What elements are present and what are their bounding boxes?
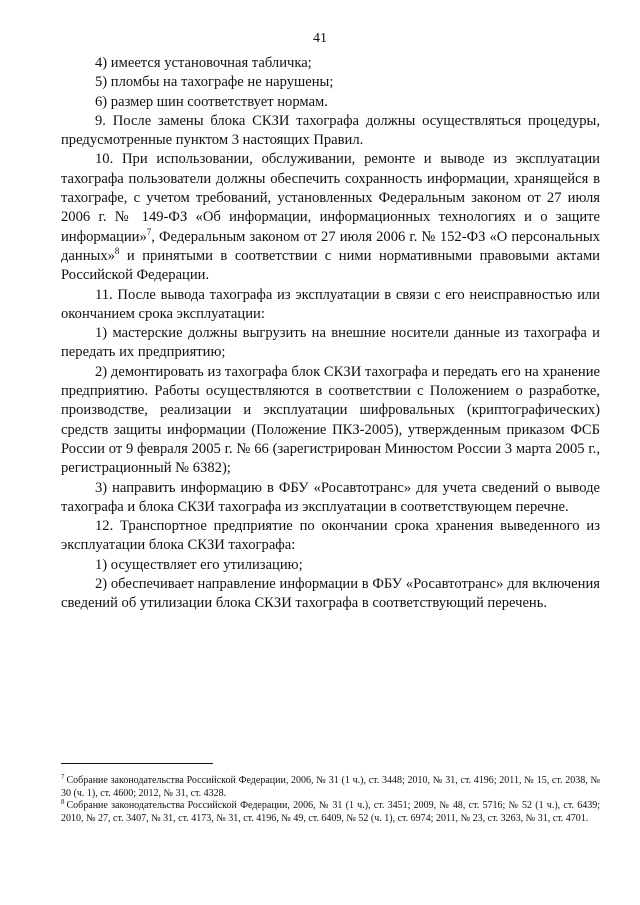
- clause-11: 11. После вывода тахографа из эксплуатации в связи с его неисправностью или окончанием срока эксплуатации:: [61, 286, 600, 322]
- footnote-8: [61, 797, 600, 825]
- footnote-7-mark: 7: [61, 772, 65, 781]
- clause-10-part-3: и принятыми в соответствии с ними нормативными правовыми актами Российской Федерации.: [61, 247, 600, 284]
- clause-12-item-1: 1) осуществляет его утилизацию;: [95, 556, 303, 573]
- footnote-ref-8: 8: [114, 246, 120, 257]
- footnote-7-text: Собрание законодательства Российской Федерации, 2006, № 31 (1 ч.), ст. 3448; 2010, № 31, ст. 4196; 2011, № 15, ст. 2038, № 30 (ч. 1), ст. 4600; 2012, № 31, ст. 4328.: [61, 775, 600, 799]
- clause-11-item-2: 2) демонтировать из тахографа блок СКЗИ тахографа и передать его на хранение предприятию. Работы осуществляются в соответствии с Положением о разработке, производстве, реализации и эксплуатации шифровальных (криптографических) средств защиты информации (Положение ПКЗ-2005), утвержденным приказом ФСБ России от 9 февраля 2005 г. № 66 (зарегистрирован Минюстом России 3 марта 2005 г., регистрационный № 6382);: [61, 363, 600, 477]
- list-item-4: 4) имеется установочная табличка;: [95, 55, 312, 71]
- document-body: [61, 54, 600, 614]
- clause-9: 9. После замены блока СКЗИ тахографа должны осуществляться процедуры, предусмотренные пунктом 3 настоящих Правил.: [61, 112, 600, 149]
- footnote-divider: [61, 763, 213, 764]
- clause-10-part-2: , Федеральным законом от 27 июля 2006 г. № 152-ФЗ «О персональных данных»: [61, 228, 600, 264]
- page-number: 41: [313, 31, 327, 46]
- clause-11-item-1: 1) мастерские должны выгрузить на внешние носители данные из тахографа и передать их предприятию;: [61, 325, 600, 361]
- footnote-8-mark: 8: [61, 797, 65, 806]
- clause-12-item-2: 2) обеспечивает направление информации в ФБУ «Росавтотранс» для включения сведений об утилизации блока СКЗИ тахографа в соответствующий перечень.: [61, 576, 600, 612]
- footnote-7: [61, 772, 600, 800]
- list-item-6: 6) размер шин соответствует нормам.: [95, 93, 328, 110]
- clause-12: 12. Транспортное предприятие по окончании срока хранения выведенного из эксплуатации блока СКЗИ тахографа:: [61, 518, 600, 554]
- footnote-ref-7: 7: [146, 226, 152, 237]
- footnotes: [61, 772, 600, 825]
- clause-10-part-1: 10. При использовании, обслуживании, ремонте и выводе из эксплуатации тахографа пользователи должны обеспечить сохранность информации, хранящейся в тахографе, с учетом требований, установленных Федеральным законом от 27 июля 2006 г. № 149-ФЗ «Об информации, информационных технологиях и о защите информации»: [61, 151, 600, 245]
- clause-11-item-3: 3) направить информацию в ФБУ «Росавтотранс» для учета сведений о выводе тахографа и блока СКЗИ тахографа из эксплуатации в соответствующем перечне.: [61, 479, 600, 515]
- footnote-8-text: Собрание законодательства Российской Федерации, 2006, № 31 (1 ч.), ст. 3451; 2009, № 48, ст. 5716; № 52 (1 ч.), ст. 6439; 2010, № 27, ст. 3407, № 31, ст. 4173, № 31, ст. 4196, № 49, ст. 6409, № 52 (ч. 1), ст. 6974; 2011, № 23, ст. 3263, № 31, ст. 4701.: [61, 800, 600, 824]
- list-item-5: 5) пломбы на тахографе не нарушены;: [95, 74, 334, 91]
- clause-10: [61, 150, 600, 285]
